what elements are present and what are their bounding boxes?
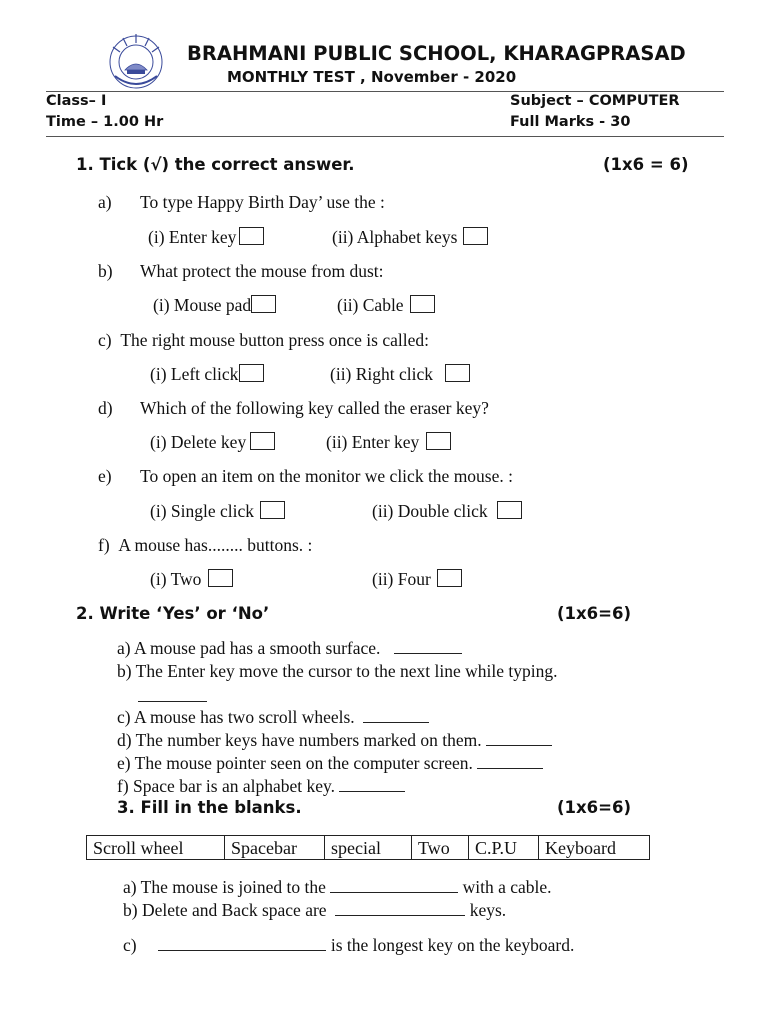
q1-d-label: d) [98, 398, 113, 418]
q2-item-c [117, 707, 429, 728]
sentence-end: with a cable. [462, 877, 552, 897]
word-bank-cell: C.P.U [469, 836, 539, 860]
q3-marks: (1x6=6) [557, 798, 631, 817]
answer-blank[interactable] [138, 687, 207, 702]
q1-f-opt1 [150, 569, 233, 590]
checkbox[interactable] [239, 364, 264, 382]
q2-item-a [117, 638, 462, 659]
answer-blank[interactable] [486, 731, 552, 746]
q1-f-line [98, 535, 312, 556]
option-label: (i) Single click [150, 501, 255, 521]
checkbox[interactable] [251, 295, 276, 313]
q1-e-opt1 [150, 501, 285, 522]
q1-f-label: f) [98, 535, 110, 555]
word-bank-cell: special [325, 836, 412, 860]
checkbox[interactable] [410, 295, 435, 313]
q1-a-text: To type Happy Birth Day’ use the : [140, 192, 385, 212]
q2-marks: (1x6=6) [557, 604, 631, 623]
checkbox[interactable] [463, 227, 488, 245]
q1-b-text: What protect the mouse from dust: [140, 261, 384, 281]
q1-c-label: c) [98, 330, 112, 350]
answer-blank[interactable] [339, 777, 405, 792]
header-rule-top [46, 91, 724, 92]
q1-marks: (1x6 = 6) [603, 155, 689, 174]
word-bank-cell: Keyboard [539, 836, 650, 860]
q2-item-d [117, 730, 552, 751]
school-logo [103, 30, 169, 90]
word-bank-cell: Scroll wheel [87, 836, 225, 860]
q1-c-text: The right mouse button press once is called: [120, 330, 429, 350]
sentence-end: is the longest key on the keyboard. [330, 935, 575, 955]
checkbox[interactable] [445, 364, 470, 382]
answer-blank[interactable] [330, 878, 458, 893]
word-bank-row [87, 836, 650, 860]
q1-b-opt2 [337, 295, 435, 316]
answer-blank[interactable] [335, 901, 465, 916]
checkbox[interactable] [437, 569, 462, 587]
item-label: c) [123, 935, 137, 955]
answer-blank[interactable] [477, 754, 543, 769]
q1-b-label: b) [98, 261, 113, 281]
checkbox[interactable] [250, 432, 275, 450]
q1-c-opt1 [150, 364, 264, 385]
q1-f-opt2 [372, 569, 462, 590]
checkbox[interactable] [497, 501, 522, 519]
q1-a-label: a) [98, 192, 112, 212]
q2-item-e [117, 753, 543, 774]
q2-item-b-blank [138, 686, 207, 707]
checkbox[interactable] [208, 569, 233, 587]
q2-item-f [117, 776, 405, 797]
q1-d-text: Which of the following key called the eraser key? [140, 398, 489, 418]
answer-blank[interactable] [158, 936, 326, 951]
q1-b-opt1 [153, 295, 276, 316]
q3-item-a [123, 877, 552, 898]
marks-label: Full Marks - 30 [510, 114, 631, 130]
q3-title: 3. Fill in the blanks. [117, 798, 302, 817]
q3-item-b [123, 900, 506, 921]
word-bank-cell: Two [412, 836, 469, 860]
statement: c) A mouse has two scroll wheels. [117, 707, 355, 727]
sentence-start: a) The mouse is joined to the [123, 877, 326, 897]
q1-e-text: To open an item on the monitor we click the mouse. : [140, 466, 513, 486]
option-label: (ii) Cable [337, 295, 404, 315]
q3-item-c [123, 935, 574, 956]
q1-d-opt2 [326, 432, 451, 453]
option-label: (i) Delete key [150, 432, 247, 452]
q1-d-opt1 [150, 432, 275, 453]
q1-a-opt2 [332, 227, 488, 248]
q1-e-label: e) [98, 466, 112, 486]
option-label: (i) Left click [150, 364, 239, 384]
q1-c-opt2 [330, 364, 470, 385]
subject-label: Subject – COMPUTER [510, 93, 680, 109]
q1-c-line [98, 330, 429, 351]
answer-blank[interactable] [394, 639, 462, 654]
statement: d) The number keys have numbers marked on them. [117, 730, 482, 750]
option-label: (ii) Four [372, 569, 431, 589]
option-label: (ii) Enter key [326, 432, 420, 452]
word-bank-cell: Spacebar [225, 836, 325, 860]
class-label: Class– I [46, 93, 107, 109]
q1-e-opt2 [372, 501, 522, 522]
time-label: Time – 1.00 Hr [46, 114, 164, 130]
test-title: MONTHLY TEST , November - 2020 [227, 68, 517, 86]
header-rule-bottom [46, 136, 724, 137]
option-label: (i) Enter key [148, 227, 237, 247]
q2-title: 2. Write ‘Yes’ or ‘No’ [76, 604, 270, 623]
q1-a-opt1 [148, 227, 264, 248]
checkbox[interactable] [426, 432, 451, 450]
q1-title: 1. Tick (√) the correct answer. [76, 155, 355, 174]
statement: f) Space bar is an alphabet key. [117, 776, 336, 796]
option-label: (ii) Alphabet keys [332, 227, 458, 247]
statement: a) A mouse pad has a smooth surface. [117, 638, 381, 658]
q2-item-b: b) The Enter key move the cursor to the next line while typing. [117, 661, 558, 681]
sentence-end: keys. [469, 900, 507, 920]
checkbox[interactable] [260, 501, 285, 519]
checkbox[interactable] [239, 227, 264, 245]
option-label: (ii) Right click [330, 364, 434, 384]
option-label: (i) Two [150, 569, 202, 589]
school-name: BRAHMANI PUBLIC SCHOOL, KHARAGPRASAD [187, 42, 686, 65]
word-bank-table [86, 835, 650, 860]
option-label: (ii) Double click [372, 501, 488, 521]
q1-f-text: A mouse has........ buttons. : [118, 535, 313, 555]
option-label: (i) Mouse pad [153, 295, 252, 315]
statement: e) The mouse pointer seen on the computer screen. [117, 753, 473, 773]
sentence-start: b) Delete and Back space are [123, 900, 327, 920]
answer-blank[interactable] [363, 708, 429, 723]
